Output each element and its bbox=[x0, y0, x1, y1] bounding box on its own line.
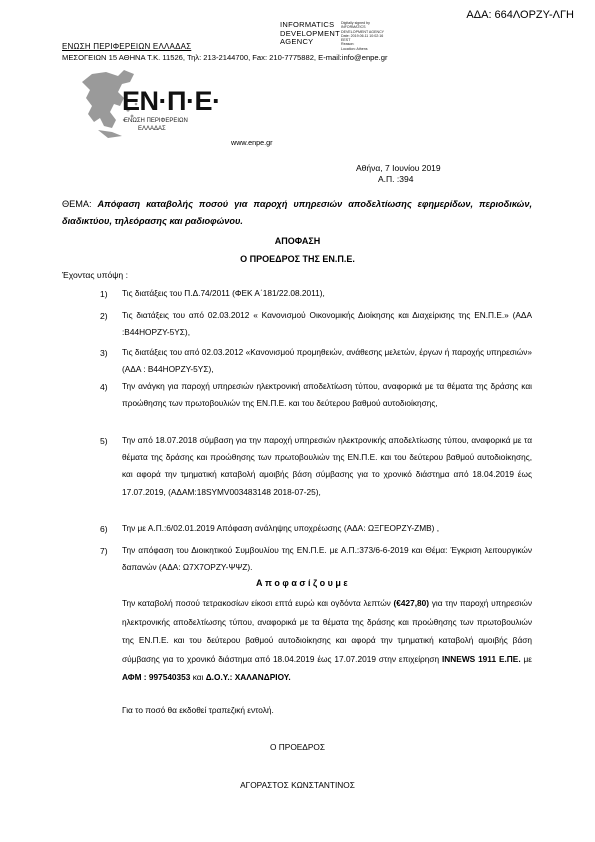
subject-text: Απόφαση καταβολής ποσού για παροχή υπηρεσιών αποδελτίωσης εφημερίδων, περιοδικών, διαδικτύου, τηλεόρασης και ραδιοφώνου. bbox=[62, 199, 532, 226]
item-number: 2) bbox=[100, 311, 108, 321]
stamp-line: DEVELOPMENT bbox=[280, 28, 340, 38]
stamp-detail: DEVELOPMENT AGENCY bbox=[341, 29, 385, 34]
stamp-detail: Date: 2019.06.11 10:02:16 bbox=[341, 33, 384, 38]
subject-label: ΘΕΜΑ: bbox=[62, 199, 92, 209]
payment-note: Για το ποσό θα εκδοθεί τραπεζική εντολή. bbox=[122, 705, 274, 715]
item-number: 5) bbox=[100, 436, 108, 446]
website-link[interactable]: www.enpe.gr bbox=[231, 138, 273, 147]
decision-text: με bbox=[520, 653, 533, 664]
list-item: Την ανάγκη για παροχή υπηρεσιών ηλεκτρονική αποδελτίωση τύπου, αναφορικά με τα θέματα της δράσης και προώθησης των πρωτοβουλιών της ΕΝ.Π.Ε. και του δεύτερου βαθμού αυτοδιοίκησης, bbox=[122, 381, 532, 409]
decision-text: για την παροχή υπηρεσιών ηλεκτρονικής αποδελτίωσης τύπου, αναφορικά με τα θέματα της δράσης και προώθησης των πρωτοβουλιών της ΕΝ.Π.Ε. και του δεύτερου βαθμού αυτοδιοίκησης και αφορά την τμηματική καταβολή αμοιβής βάση σύμβασης για το χρονικό διάστημα από 18.04.2019 έως 17.07.2019 στην επιχείρηση bbox=[122, 598, 532, 664]
list-item: Τις διατάξεις του από 02.03.2012 « Κανονισμού Οικονομικής Διοίκησης και Διαχείρισης της ΕΝ.Π.Ε.» (ΑΔΑ :Β44ΗΟΡΖΥ-5ΥΣ), bbox=[122, 310, 532, 338]
company-afm: ΑΦΜ : 997540353 bbox=[122, 672, 191, 682]
company-doy: Δ.Ο.Υ.: ΧΑΛΑΝΔΡΙΟΥ. bbox=[205, 672, 291, 682]
stamp-line: AGENCY bbox=[280, 37, 314, 46]
item-number: 4) bbox=[100, 382, 108, 392]
logo-subtitle-1: ΕΝΩΣΗ ΠΕΡΙΦΕΡΕΙΩΝ bbox=[124, 118, 188, 124]
item-number: 1) bbox=[100, 289, 108, 299]
stamp-detail: Location: Athens bbox=[341, 46, 368, 51]
item-number: 3) bbox=[100, 348, 108, 358]
stamp-detail: Reason: bbox=[341, 42, 355, 47]
decide-title: Α π ο φ α σ ί ζ ο υ μ ε bbox=[256, 578, 348, 588]
ada-code: ΑΔΑ: 664ΛΟΡΖΥ-ΛΓΗ bbox=[466, 9, 574, 21]
list-item: Την με Α.Π.:6/02.01.2019 Απόφαση ανάληψης υποχρέωσης (ΑΔΑ: ΩΞΓΕΟΡΖΥ-ΖΜΒ) , bbox=[122, 523, 440, 533]
date-line: Αθήνα, 7 Ιουνίου 2019 bbox=[356, 163, 441, 173]
date-block bbox=[356, 163, 441, 185]
logo-subtitle-2: ΕΛΛΑΔΑΣ bbox=[138, 126, 166, 132]
decision-text: Την καταβολή ποσού τετρακοσίων είκοσι επτά ευρώ και ογδόντα λεπτών bbox=[122, 598, 394, 608]
document-subtitle: Ο ΠΡΟΕΔΡΟΣ ΤΗΣ ΕΝ.Π.Ε. bbox=[240, 254, 355, 264]
stamp-detail: EEST bbox=[341, 38, 351, 43]
signature-title: Ο ΠΡΟΕΔΡΟΣ bbox=[270, 742, 325, 752]
item-number: 7) bbox=[100, 546, 108, 556]
enpe-logo bbox=[78, 64, 221, 142]
decision-amount: (€427,80) bbox=[393, 598, 430, 608]
decision-paragraph bbox=[122, 594, 532, 687]
subject bbox=[62, 196, 532, 230]
decision-text: και bbox=[190, 672, 206, 682]
stamp-line: INFORMATICS bbox=[280, 20, 335, 29]
intro-text: Έχοντας υπόψη : bbox=[62, 270, 128, 280]
list-item: Την από 18.07.2018 σύμβαση για την παροχή υπηρεσιών ηλεκτρονικής αποδελτίωσης τύπου, αναφορικά με τα θέματα της δράσης και προώθησης των πρωτοβουλιών της ΕΝ.Π.Ε. και του δεύτερου βαθμού αυτοδιοίκησης, και αφορά την τμηματική καταβολή αμοιβής βάση σύμβασης για το χρονικό διάστημα από 18.04.2019 έως 17.07.2019, (ΑΔΑΜ:18SYMV003483148 2018-07-25), bbox=[122, 435, 532, 497]
logo-text: ΕΝ·Π·Ε· bbox=[122, 86, 221, 116]
item-number: 6) bbox=[100, 524, 108, 534]
signature-stamp bbox=[280, 21, 340, 47]
document-title: ΑΠΟΦΑΣΗ bbox=[274, 236, 321, 246]
list-item: Τις διατάξεις του από 02.03.2012 «Κανονισμού προμηθειών, ανάθεσης μελετών, έργων ή παροχής υπηρεσιών» (ΑΔΑ : Β44ΗΟΡΖΥ-5ΥΣ), bbox=[122, 347, 532, 375]
organization-name: ΕΝΩΣΗ ΠΕΡΙΦΕΡΕΙΩΝ ΕΛΛΑΔΑΣ bbox=[62, 42, 192, 51]
stamp-detail: INFORMATICS bbox=[341, 25, 366, 30]
stamp-detail: Digitally signed by bbox=[341, 21, 370, 25]
list-item: Την απόφαση του Διοικητικού Συμβουλίου της ΕΝ.Π.Ε. με Α.Π.:373/6-6-2019 και Θέμα: Έγκριση λειτουργικών δαπανών (ΑΔΑ: Ω7Χ7ΟΡΖΥ-ΨΨΖ). bbox=[122, 545, 532, 573]
company-name: INNEWS 1911 Ε.ΠΕ. bbox=[442, 653, 521, 664]
list-item: Τις διατάξεις του Π.Δ.74/2011 (ΦΕΚ Α΄181/22.08.2011), bbox=[122, 288, 325, 298]
organization-address: ΜΕΣΟΓΕΙΩΝ 15 ΑΘΗΝΑ Τ.Κ. 11526, Τηλ: 213-2144700, Fax: 210-7775882, E-mail:info@enpe.gr bbox=[62, 53, 388, 62]
signature-stamp-details bbox=[341, 21, 384, 51]
protocol-number: Α.Π. :394 bbox=[378, 174, 414, 184]
signature-name: ΑΓΟΡΑΣΤΟΣ ΚΩΝΣΤΑΝΤΙΝΟΣ bbox=[240, 780, 355, 790]
